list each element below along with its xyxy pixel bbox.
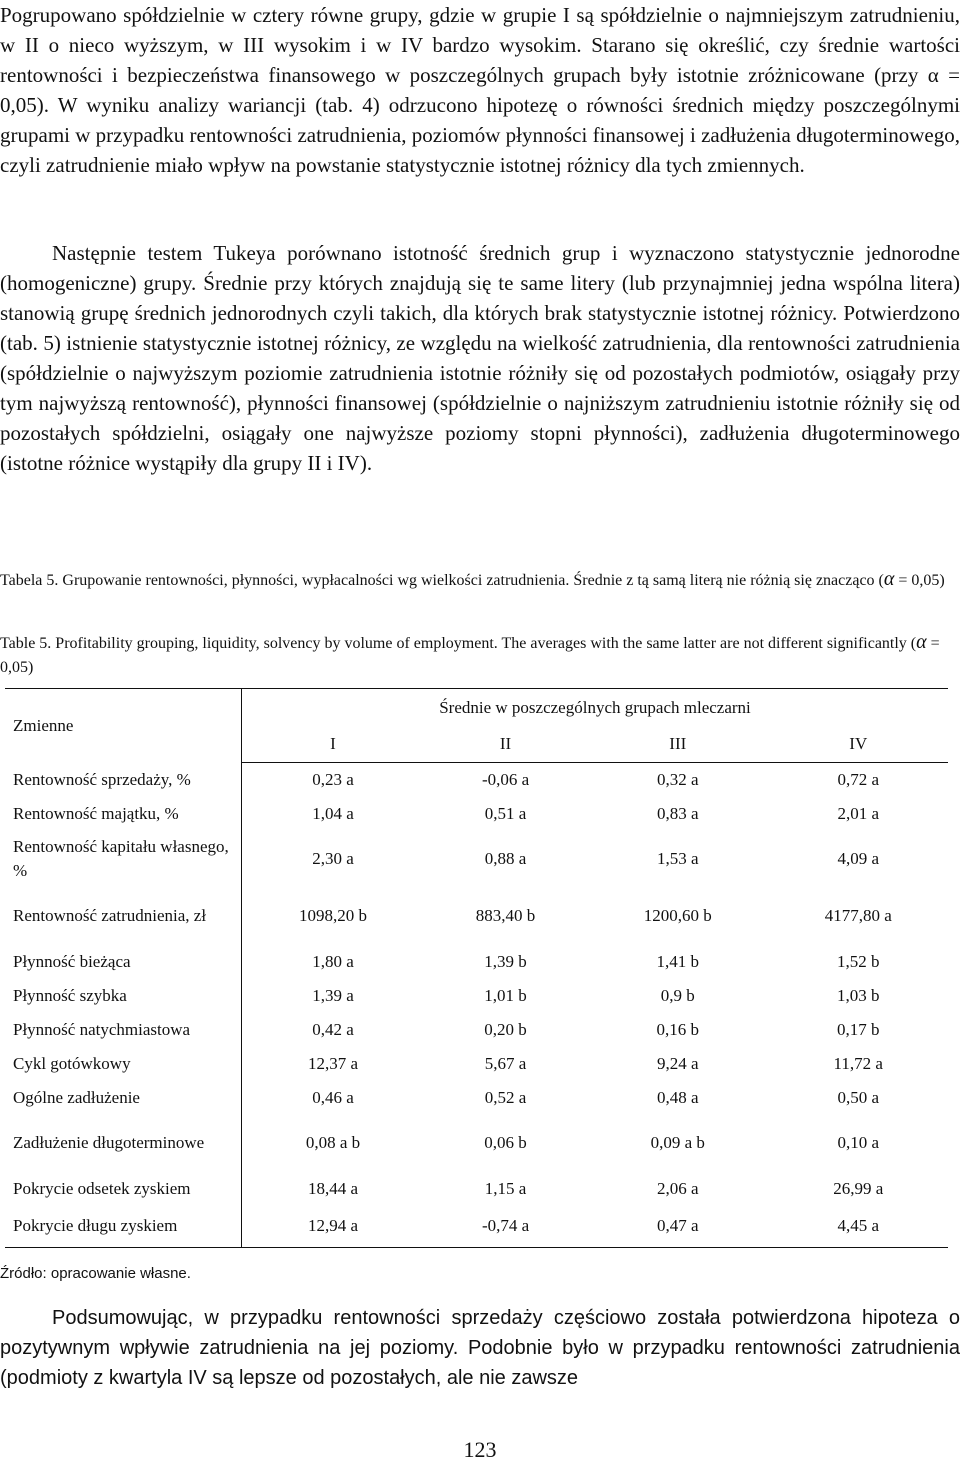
cell-value: 12,37 a bbox=[307, 1053, 359, 1073]
row-label: Cykl gotówkowy bbox=[5, 1047, 242, 1081]
variables-header: Zmienne bbox=[5, 689, 242, 763]
table-row bbox=[5, 763, 948, 797]
cell-value: 0,52 a bbox=[484, 1087, 527, 1107]
caption-pl-end: = 0,05) bbox=[894, 572, 945, 589]
caption-en-alpha: α bbox=[916, 631, 927, 653]
row-label: Płynność natychmiastowa bbox=[5, 1013, 242, 1047]
results-table bbox=[5, 688, 948, 1248]
cell-value: 1,41 b bbox=[656, 951, 700, 971]
cell-value: 4,45 a bbox=[769, 1206, 948, 1248]
cell-value: -0,74 a bbox=[424, 1206, 587, 1248]
table-row bbox=[5, 797, 948, 831]
table-row bbox=[5, 1013, 948, 1047]
cell-value: 0,9 b bbox=[660, 985, 695, 1005]
cell-value: 0,50 a bbox=[837, 1087, 880, 1107]
cell-value: 0,08 a b bbox=[305, 1133, 361, 1152]
cell-value: 1,39 a bbox=[312, 985, 354, 1005]
row-label: Rentowność kapitału własnego, % bbox=[5, 831, 242, 888]
group-means-header: Średnie w poszczególnych grupach mleczarni bbox=[242, 689, 949, 727]
cell-value: -0,06 a bbox=[481, 769, 530, 789]
row-label: Płynność bieżąca bbox=[5, 945, 242, 979]
cell-value: 883,40 b bbox=[475, 906, 536, 925]
table-row bbox=[5, 1172, 948, 1206]
cell-value: 1200,60 b bbox=[643, 906, 712, 925]
cell-value: 1,39 b bbox=[484, 951, 527, 971]
cell-value: 0,10 a bbox=[837, 1133, 880, 1152]
cell-value: 0,51 a bbox=[484, 803, 527, 823]
row-label: Zadłużenie długoterminowe bbox=[5, 1115, 242, 1172]
row-label: Pokrycie długu zyskiem bbox=[5, 1206, 242, 1248]
table-row bbox=[5, 1081, 948, 1115]
cell-value: 2,30 a bbox=[312, 849, 354, 868]
row-label: Rentowność zatrudnienia, zł bbox=[5, 888, 242, 945]
table-header-row bbox=[5, 689, 948, 727]
table-row bbox=[5, 888, 948, 945]
caption-pl-alpha: α bbox=[883, 568, 895, 590]
cell-value: 18,44 a bbox=[307, 1178, 359, 1198]
cell-value: 11,72 a bbox=[833, 1053, 883, 1073]
cell-value: 1,15 a bbox=[484, 1178, 527, 1198]
cell-value: 0,32 a bbox=[657, 769, 699, 789]
group-header: IV bbox=[769, 727, 948, 763]
cell-value: 0,20 b bbox=[484, 1019, 527, 1039]
cell-value: 0,46 a bbox=[312, 1087, 354, 1107]
cell-value: 4177,80 a bbox=[824, 906, 892, 925]
cell-value: 0,16 b bbox=[656, 1019, 700, 1039]
table-caption-polish bbox=[0, 567, 960, 593]
table-source-note: Źródło: opracowanie własne. bbox=[0, 1265, 191, 1282]
table-row bbox=[5, 1115, 948, 1172]
caption-pl-text: Tabela 5. Grupowanie rentowności, płynności, wypłacalności wg wielkości zatrudnienia. Średnie z tą samą literą nie różnią się znacząco ( bbox=[0, 572, 884, 589]
cell-value: 12,94 a bbox=[242, 1206, 425, 1248]
row-label: Pokrycie odsetek zyskiem bbox=[5, 1172, 242, 1206]
table-row bbox=[5, 979, 948, 1013]
group-header: I bbox=[242, 727, 425, 763]
row-label: Płynność szybka bbox=[5, 979, 242, 1013]
table-row bbox=[5, 945, 948, 979]
group-header: II bbox=[424, 727, 587, 763]
body-paragraph-2: Następnie testem Tukeya porównano istotność średnich grup i wyznaczono statystycznie jednorodne (homogeniczne) grupy. Średnie przy których znajdują się te same litery (lub przynajmniej jedna wspólna litera) stanowią grupę średnich jednorodnych czyli takich, dla których brak statystycznie istotnej różnicy. Potwierdzono (tab. 5) istnienie statystycznie istotnej różnicy, ze względu na wielkość zatrudnienia, dla rentowności zatrudnienia (spółdzielnie o najwyższym poziomie zatrudnienia istotnie różniły się od pozostałych podmiotów, osiągały przy tym najwyższą rentowność), płynności finansowej (spółdzielnie o najniższym zatrudnieniu istotnie różniły się od pozostałych spółdzielni, osiągały one najwyższe poziomy stopni płynności), zadłużenia długoterminowego (istotne różnice wystąpiły dla grupy II i IV). bbox=[0, 241, 960, 475]
row-label: Rentowność majątku, % bbox=[5, 797, 242, 831]
cell-value: 1,53 a bbox=[657, 849, 699, 868]
cell-value: 1,80 a bbox=[312, 951, 354, 971]
cell-value: 4,09 a bbox=[837, 849, 880, 868]
cell-value: 0,72 a bbox=[837, 769, 880, 789]
cell-value: 0,83 a bbox=[657, 803, 699, 823]
cell-value: 1,03 b bbox=[837, 985, 880, 1005]
cell-value: 0,09 a b bbox=[650, 1133, 705, 1152]
table-caption-english bbox=[0, 630, 960, 680]
group-header: III bbox=[587, 727, 768, 763]
body-paragraph-1: Pogrupowano spółdzielnie w cztery równe grupy, gdzie w grupie I są spółdzielnie o najmniejszym zatrudnieniu, w II o nieco wyższym, w III wysokim i w IV bardzo wysokim. Starano się określić, czy średnie wartości rentowności i bezpieczeństwa finansowego w poszczególnych grupach były istotnie zróżnicowane (przy α = 0,05). W wyniku analizy wariancji (tab. 4) odrzucono hipotezę o równości średnich między poszczególnymi grupami w przypadku rentowności zatrudnienia, poziomów płynności finansowej i zadłużenia długoterminowego, czyli zatrudnienie miało wpływ na powstanie statystycznie istotnej różnicy dla tych zmiennych. bbox=[0, 3, 960, 177]
body-paragraph-3: Podsumowując, w przypadku rentowności sprzedaży częściowo została potwierdzona hipoteza o pozytywnym wpływie zatrudnienia na jej poziomy. Podobnie było w przypadku rentowności zatrudnienia (podmioty z kwartyla IV są lepsze od pozostałych, ale nie zawsze bbox=[0, 1307, 960, 1389]
cell-value: 0,48 a bbox=[657, 1087, 699, 1107]
cell-value: 0,23 a bbox=[312, 769, 354, 789]
cell-value: 1,01 b bbox=[484, 985, 527, 1005]
row-label: Ogólne zadłużenie bbox=[5, 1081, 242, 1115]
cell-value: 26,99 a bbox=[833, 1178, 884, 1198]
cell-value: 2,06 a bbox=[657, 1178, 699, 1198]
table-row bbox=[5, 1206, 948, 1248]
cell-value: 0,17 b bbox=[837, 1019, 880, 1039]
cell-value: 0,88 a bbox=[484, 849, 527, 868]
table-row bbox=[5, 1047, 948, 1081]
caption-en-end: = 0,05) bbox=[0, 635, 940, 676]
caption-en-text: Table 5. Profitability grouping, liquidity, solvency by volume of employment. The averages with the same latter are not different significantly ( bbox=[0, 635, 917, 652]
row-label: Rentowność sprzedaży, % bbox=[5, 763, 242, 797]
cell-value: 2,01 a bbox=[837, 803, 880, 823]
table-row bbox=[5, 831, 948, 888]
cell-value: 0,42 a bbox=[312, 1019, 354, 1039]
cell-value: 0,06 b bbox=[484, 1133, 527, 1152]
cell-value: 1098,20 b bbox=[299, 906, 367, 925]
cell-value: 1,04 a bbox=[312, 803, 354, 823]
cell-value: 0,47 a bbox=[587, 1206, 768, 1248]
cell-value: 1,52 b bbox=[837, 951, 880, 971]
cell-value: 9,24 a bbox=[657, 1053, 699, 1073]
page-number: 123 bbox=[463, 1437, 497, 1462]
cell-value: 5,67 a bbox=[484, 1053, 527, 1073]
